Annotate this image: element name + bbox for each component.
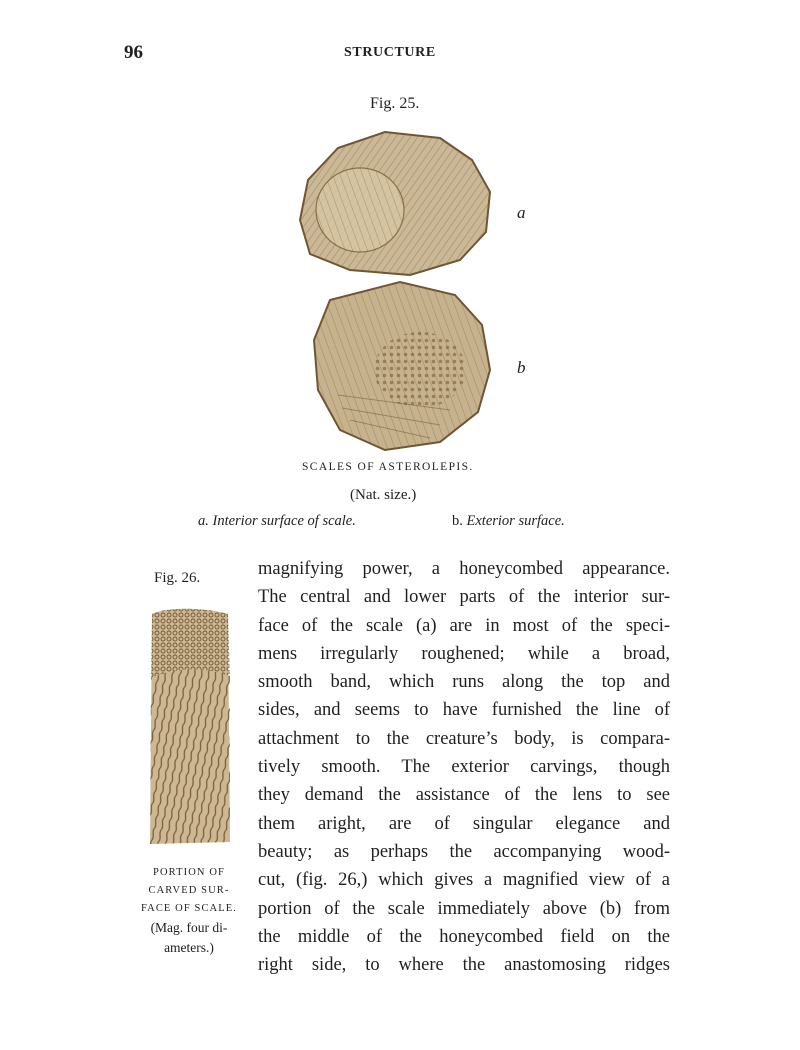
body-line: tively smooth. The exterior carvings, though (258, 757, 670, 778)
body-line: them aright, are of singular elegance and (258, 813, 670, 834)
subcaption-b-text: Exterior surface. (466, 513, 565, 529)
subcaption-b-prefix: b. (452, 513, 463, 529)
figure-26-magnification: ameters.) (164, 940, 214, 955)
body-line: portion of the scale immediately above (b) from (258, 898, 670, 919)
body-line: face of the scale (a) are in most of the speci- (258, 615, 670, 636)
figure-25-marker-a: a (517, 203, 526, 222)
figure-26-caption-line: PORTION OF (153, 867, 225, 878)
figure-26-caption-line: CARVED SUR- (148, 885, 230, 896)
scale-b-engraving (314, 282, 490, 450)
body-text (258, 555, 670, 979)
body-line: sides, and seems to have furnished the line of (258, 700, 670, 721)
figure-25-subcaption-a: a. Interior surface of scale. (198, 513, 356, 529)
scale-a-engraving (300, 132, 490, 275)
figure-25-illustration (290, 120, 520, 460)
figure-25-marker-b: b (517, 358, 526, 377)
body-line: cut, (fig. 26,) which gives a magnified view of a (258, 870, 670, 891)
figure-25-label: Fig. 25. (370, 95, 420, 112)
body-line: mens irregularly roughened; while a broad, (258, 643, 670, 664)
body-line: beauty; as perhaps the accompanying wood- (258, 841, 670, 862)
body-line: attachment to the creature’s body, is compara- (258, 728, 670, 749)
body-line: smooth band, which runs along the top and (258, 672, 670, 693)
figure-25-caption: SCALES OF ASTEROLEPIS. (302, 461, 474, 473)
figure-26-label: Fig. 26. (154, 570, 201, 586)
body-line: they demand the assistance of the lens to see (258, 785, 670, 806)
page-number: 96 (124, 42, 143, 63)
figure-26-magnification: (Mag. four di- (150, 920, 228, 935)
figure-26-caption (120, 864, 258, 958)
body-line: magnifying power, a honeycombed appearance. (258, 559, 670, 579)
body-line: right side, to where the anastomosing ridges (258, 955, 670, 976)
figure-26-caption-line: FACE OF SCALE. (140, 903, 237, 914)
figure-25-subcaption-b (452, 513, 565, 530)
figure-26-illustration (148, 606, 232, 846)
figure-25-size-note: (Nat. size.) (350, 487, 417, 503)
body-line: the middle of the honeycombed field on the (258, 926, 670, 947)
running-head: STRUCTURE (344, 45, 436, 60)
body-line: The central and lower parts of the interior sur- (258, 587, 670, 608)
